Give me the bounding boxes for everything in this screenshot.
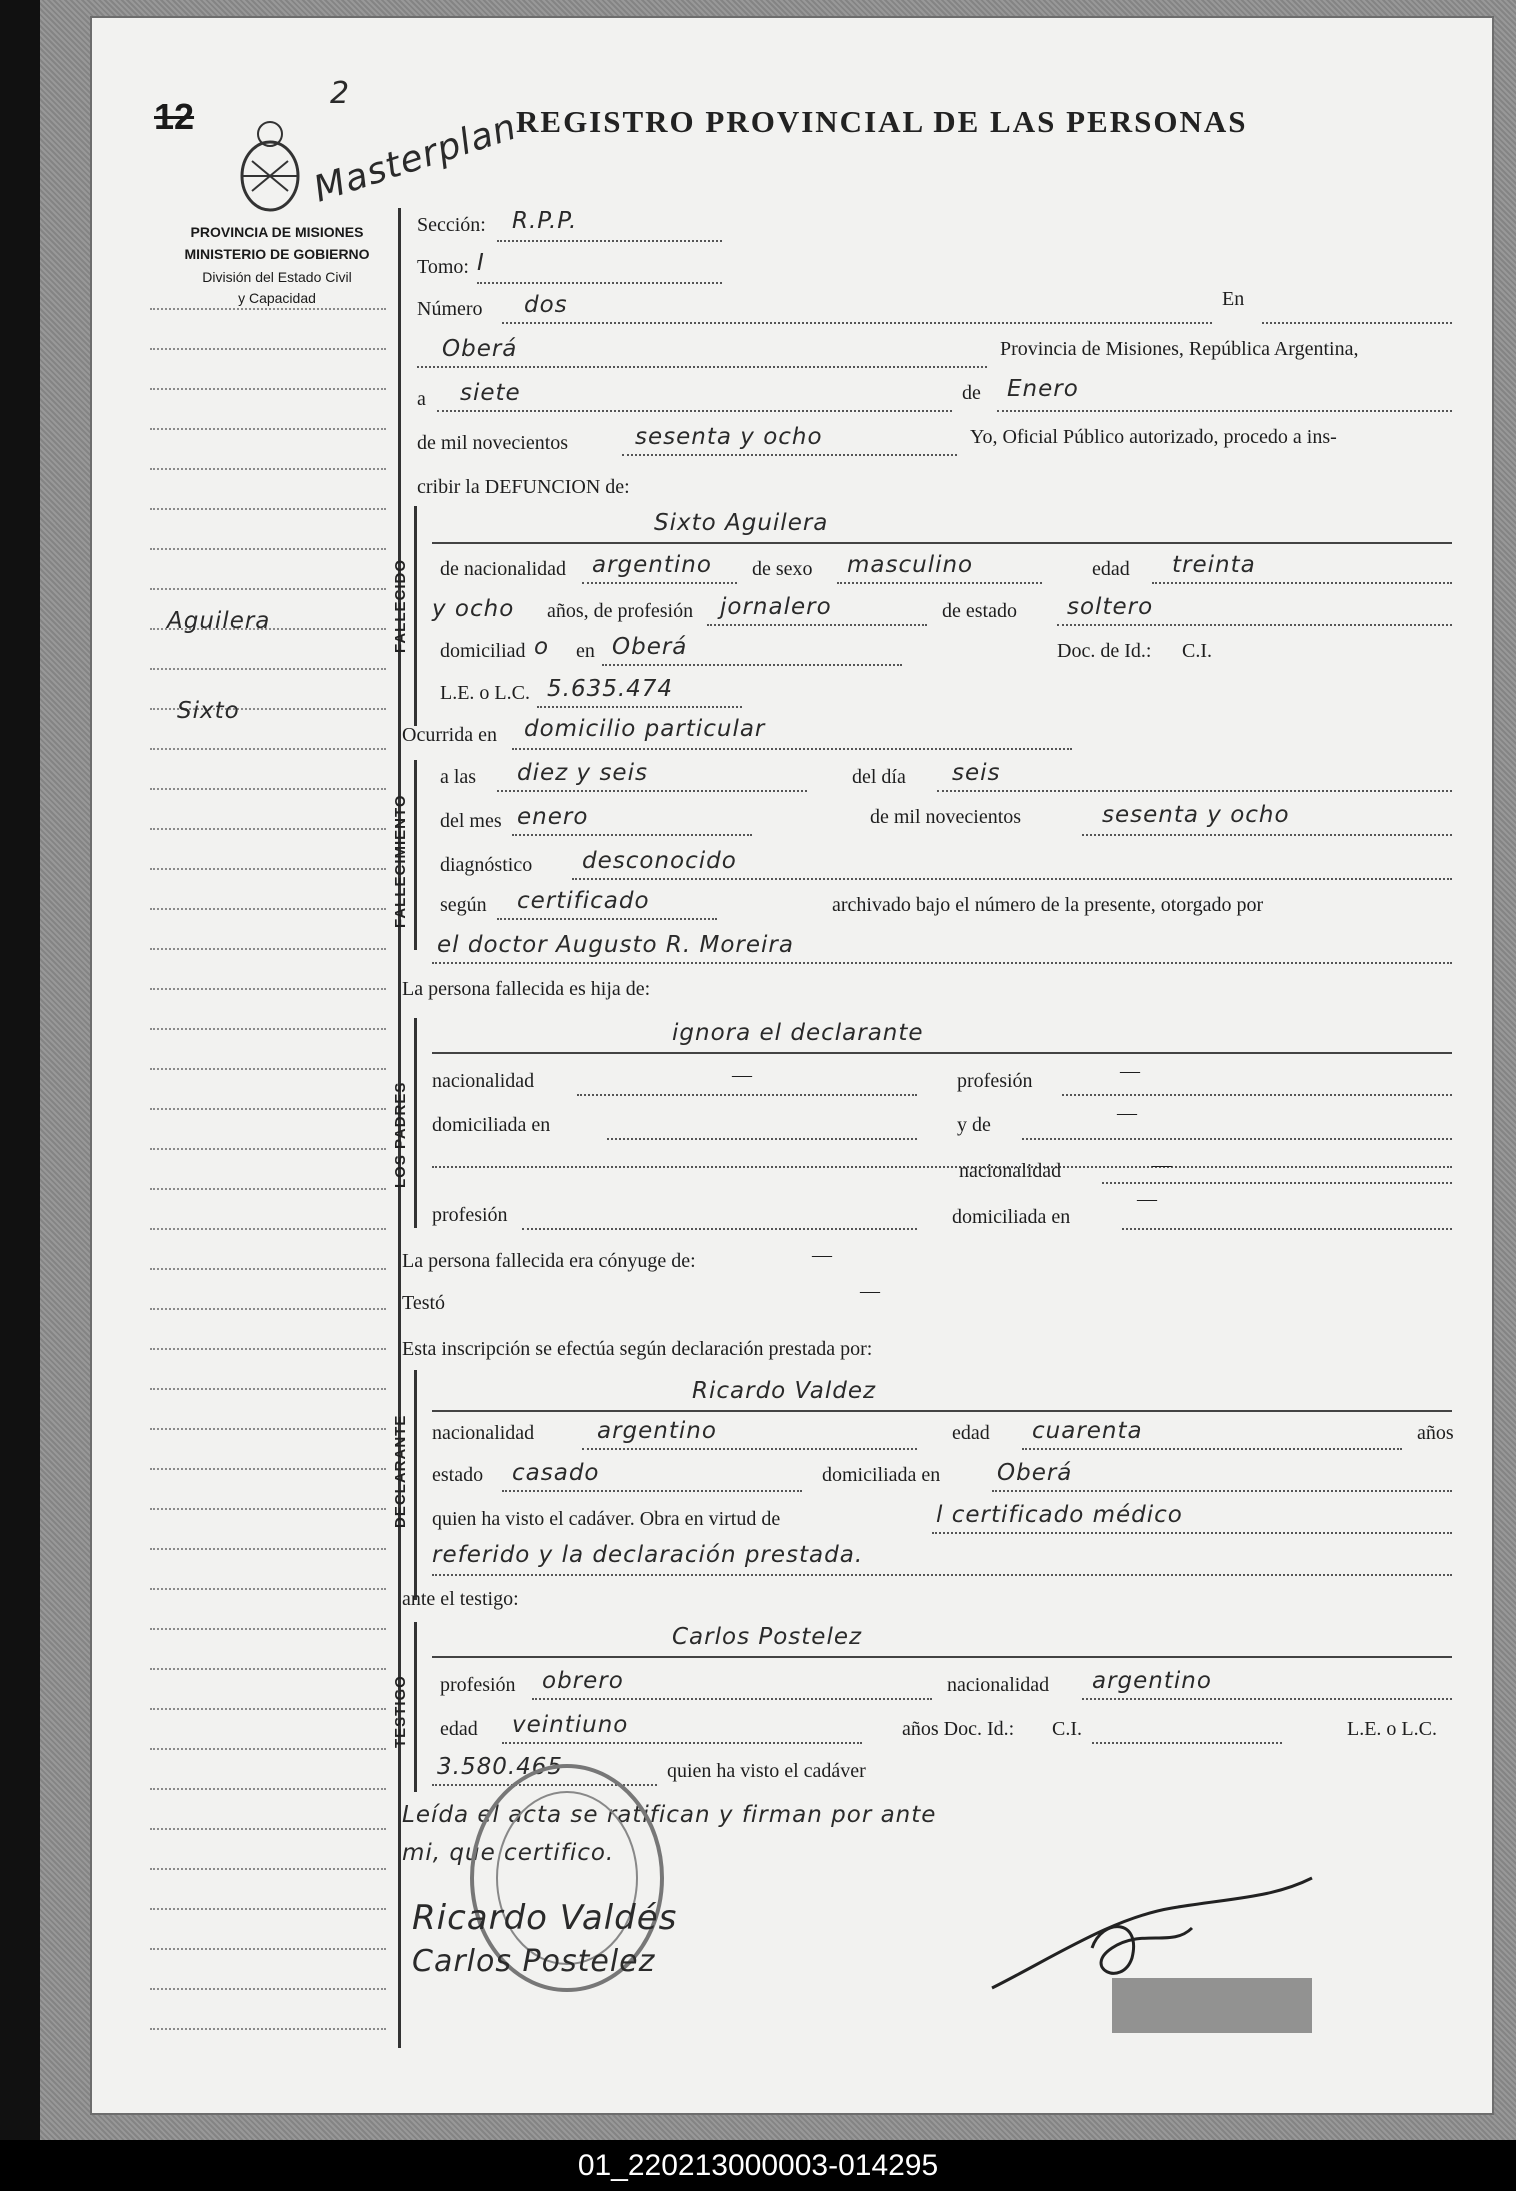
margin-line	[150, 1028, 386, 1030]
field-line	[577, 1094, 917, 1096]
name-line	[432, 1656, 1452, 1658]
field-line	[432, 1166, 1452, 1168]
label-test-profesion: profesión	[440, 1674, 516, 1696]
value-lugar: Oberá	[442, 336, 518, 362]
margin-line	[150, 468, 386, 470]
field-line	[572, 878, 1452, 880]
label-de: de	[962, 382, 981, 404]
label-en2: en	[576, 640, 595, 662]
margin-line	[150, 828, 386, 830]
margin-line	[150, 788, 386, 790]
value-mes-fall: enero	[517, 804, 589, 830]
field-line	[937, 790, 1452, 792]
value-testigo: Carlos Postelez	[672, 1624, 863, 1650]
field-line	[932, 1532, 1452, 1534]
field-line	[497, 240, 722, 242]
label-le-lc: L.E. o L.C.	[440, 682, 530, 704]
label-padres-nacionalidad: nacionalidad	[432, 1070, 535, 1092]
field-line	[477, 282, 722, 284]
name-line	[432, 1410, 1452, 1412]
header-capacity: y Capacidad	[238, 290, 316, 306]
label-test-ci: C.I.	[1052, 1718, 1082, 1740]
field-line	[607, 1138, 917, 1140]
field-line	[707, 624, 927, 626]
section-bar	[414, 506, 417, 726]
value-numero: dos	[524, 292, 568, 318]
margin-line	[150, 1428, 386, 1430]
field-line	[522, 1228, 917, 1230]
value-mes: Enero	[1007, 376, 1079, 402]
label-hija: La persona fallecida es hija de:	[402, 978, 651, 1000]
field-line	[582, 582, 737, 584]
margin-line	[150, 388, 386, 390]
value-nombre: Sixto Aguilera	[654, 510, 829, 536]
label-de-mil2: de mil novecientos	[870, 806, 1022, 828]
field-line	[432, 962, 1452, 964]
margin-line	[150, 508, 386, 510]
label-archivado: archivado bajo el número de la presente, otorgado por	[832, 894, 1264, 916]
margin-line	[150, 1748, 386, 1750]
header-ministry: MINISTERIO DE GOBIERNO	[184, 246, 370, 262]
value-hora: diez y seis	[517, 760, 648, 786]
label-y-de: y de	[957, 1114, 991, 1136]
label-quien-visto: quien ha visto el cadáver. Obra en virtud de	[432, 1508, 781, 1530]
label-de-mil: de mil novecientos	[417, 432, 569, 454]
value-anio: sesenta y ocho	[635, 424, 823, 450]
margin-line	[150, 1508, 386, 1510]
field-line	[1092, 1742, 1282, 1744]
margin-line	[150, 748, 386, 750]
label-decl-edad: edad	[952, 1422, 990, 1444]
label-decl-nacionalidad: nacionalidad	[432, 1422, 535, 1444]
margin-line	[150, 1868, 386, 1870]
margin-line	[150, 1948, 386, 1950]
field-line	[1022, 1138, 1452, 1140]
label-padres-domicilio-2: domiciliada en	[952, 1206, 1071, 1228]
margin-line	[150, 1788, 386, 1790]
field-line	[1152, 582, 1452, 584]
value-dia: siete	[460, 380, 521, 406]
dash: —	[812, 1244, 832, 1266]
value-decl-estado: casado	[512, 1460, 600, 1486]
margin-surname: Aguilera	[167, 608, 271, 634]
margin-line	[150, 1468, 386, 1470]
label-sexo: de sexo	[752, 558, 813, 580]
field-line	[437, 410, 952, 412]
section-bar	[414, 760, 417, 950]
field-line	[497, 790, 807, 792]
value-profesion: jornalero	[720, 594, 832, 620]
label-decl-anios: años	[1417, 1422, 1454, 1444]
value-domicilio-suffix: o	[534, 634, 550, 660]
section-bar	[414, 1622, 417, 1792]
label-en: En	[1222, 288, 1245, 310]
margin-line	[150, 1588, 386, 1590]
side-label-fallecido: FALLECIDO	[392, 559, 409, 653]
label-anios-profesion: años, de profesión	[547, 600, 694, 622]
side-label-fallecimiento: FALLECIMIENTO	[392, 794, 409, 928]
official-signature-icon	[972, 1838, 1332, 2043]
margin-line	[150, 588, 386, 590]
field-line	[837, 582, 1042, 584]
field-line	[497, 918, 717, 920]
label-ocurrida: Ocurrida en	[402, 724, 497, 746]
value-edad1: treinta	[1172, 552, 1256, 578]
value-nacionalidad: argentino	[592, 552, 712, 578]
label-del-mes: del mes	[440, 810, 502, 832]
page-title: REGISTRO PROVINCIAL DE LAS PERSONAS	[516, 104, 1248, 139]
value-edad2: y ocho	[432, 596, 515, 622]
dash: —	[732, 1064, 752, 1086]
field-line	[1122, 1228, 1452, 1230]
field-line	[432, 1574, 1452, 1576]
value-sexo: masculino	[847, 552, 974, 578]
label-decl-estado: estado	[432, 1464, 484, 1486]
margin-line	[150, 1908, 386, 1910]
value-diagnostico: desconocido	[582, 848, 737, 874]
margin-line	[150, 1348, 386, 1350]
value-decl-nacionalidad: argentino	[597, 1418, 717, 1444]
value-seccion: R.P.P.	[512, 208, 578, 234]
value-test-doc: 3.580.465	[437, 1754, 564, 1780]
margin-line	[150, 1228, 386, 1230]
value-obra2: referido y la declaración prestada.	[432, 1542, 864, 1568]
value-decl-edad: cuarenta	[1032, 1418, 1143, 1444]
field-line	[622, 454, 957, 456]
signature-declarante: Ricardo Valdés	[412, 1898, 678, 1938]
value-domicilio: Oberá	[612, 634, 688, 660]
margin-line	[150, 668, 386, 670]
margin-line	[150, 1668, 386, 1670]
field-line	[417, 366, 987, 368]
label-de-estado: de estado	[942, 600, 1017, 622]
value-anio-fall: sesenta y ocho	[1102, 802, 1290, 828]
label-ci: C.I.	[1182, 640, 1212, 662]
signature-stamp-top: Masterplan	[308, 106, 522, 211]
value-declarante: Ricardo Valdez	[692, 1378, 877, 1404]
image-id-footer: 01_220213000003-014295	[0, 2140, 1516, 2191]
field-line	[502, 1490, 802, 1492]
value-ocurrida: domicilio particular	[524, 716, 766, 742]
margin-line	[150, 1068, 386, 1070]
margin-line	[150, 1268, 386, 1270]
value-test-nacionalidad: argentino	[1092, 1668, 1212, 1694]
label-quien-visto2: quien ha visto el cadáver	[667, 1760, 866, 1782]
register-page	[92, 18, 1492, 2113]
field-line	[512, 834, 752, 836]
margin-line	[150, 1108, 386, 1110]
label-tomo: Tomo:	[417, 256, 469, 278]
field-line	[602, 664, 902, 666]
label-provincia: Provincia de Misiones, República Argentina,	[1000, 338, 1359, 360]
field-line	[1062, 1094, 1452, 1096]
field-line	[502, 1742, 862, 1744]
dash: —	[1120, 1060, 1140, 1082]
margin-line	[150, 548, 386, 550]
value-test-edad: veintiuno	[512, 1712, 629, 1738]
side-label-padres: LOS PADRES	[392, 1081, 409, 1188]
label-segun: según	[440, 894, 487, 916]
doc-number: 12	[154, 96, 195, 137]
signature-testigo: Carlos Postelez	[412, 1944, 656, 1979]
label-del-dia: del día	[852, 766, 906, 788]
label-edad: edad	[1092, 558, 1130, 580]
label-inscripcion: Esta inscripción se efectúa según declaración prestada por:	[402, 1338, 873, 1360]
margin-line	[150, 1548, 386, 1550]
field-line	[1262, 322, 1452, 324]
margin-line	[150, 1628, 386, 1630]
label-numero: Número	[417, 298, 483, 320]
name-line	[432, 542, 1452, 544]
label-testo: Testó	[402, 1292, 446, 1314]
margin-line	[150, 1388, 386, 1390]
field-line	[1082, 834, 1452, 836]
field-line	[1057, 624, 1452, 626]
side-label-testigo: TESTIGO	[392, 1675, 409, 1748]
field-line	[992, 1490, 1452, 1492]
value-estado: soltero	[1067, 594, 1154, 620]
margin-line	[150, 908, 386, 910]
margin-line	[150, 1148, 386, 1150]
label-padres-profesion: profesión	[957, 1070, 1033, 1092]
label-decl-domicilio: domiciliada en	[822, 1464, 941, 1486]
coat-of-arms-icon	[230, 116, 310, 221]
dash: —	[1152, 1154, 1172, 1176]
value-test-profesion: obrero	[542, 1668, 624, 1694]
label-de-nacionalidad: de nacionalidad	[440, 558, 567, 580]
header-province: PROVINCIA DE MISIONES	[190, 224, 364, 240]
margin-line	[150, 308, 386, 310]
label-test-nacionalidad: nacionalidad	[947, 1674, 1050, 1696]
label-test-edad: edad	[440, 1718, 478, 1740]
label-domiciliad: domiciliad	[440, 640, 526, 662]
label-padres-domicilio: domiciliada en	[432, 1114, 551, 1136]
section-bar	[414, 1018, 417, 1228]
field-line	[502, 322, 1212, 324]
dash: —	[1117, 1102, 1137, 1124]
margin-line	[150, 1308, 386, 1310]
field-line	[582, 1448, 917, 1450]
label-diagnostico: diagnóstico	[440, 854, 533, 876]
field-line	[1082, 1698, 1452, 1700]
field-line	[1102, 1182, 1452, 1184]
field-line	[1022, 1448, 1402, 1450]
label-doc-id: Doc. de Id.:	[1057, 640, 1152, 662]
dash: —	[1137, 1188, 1157, 1210]
margin-line	[150, 1188, 386, 1190]
margin-line	[150, 348, 386, 350]
field-line	[532, 1698, 932, 1700]
field-line	[537, 706, 742, 708]
margin-line	[150, 988, 386, 990]
label-conyuge: La persona fallecida era cónyuge de:	[402, 1250, 696, 1272]
closing-line-2: mi, que certifico.	[402, 1840, 615, 1866]
value-obra1: l certificado médico	[936, 1502, 1183, 1528]
page-number: 2	[330, 76, 351, 111]
margin-line	[150, 428, 386, 430]
value-lc: 5.635.474	[547, 676, 674, 702]
value-dia-fall: seis	[952, 760, 1001, 786]
label-a: a	[417, 388, 426, 410]
section-bar	[414, 1370, 417, 1600]
closing-line-1: Leída el acta se ratifican y firman por ante	[402, 1802, 937, 1828]
margin-line	[150, 1988, 386, 1990]
label-anios-doc: años Doc. Id.:	[902, 1718, 1015, 1740]
value-padres: ignora el declarante	[672, 1020, 924, 1046]
side-label-declarante: DECLARANTE	[392, 1414, 409, 1528]
header-division: División del Estado Civil	[202, 269, 352, 285]
value-tomo: I	[477, 250, 485, 276]
margin-line	[150, 948, 386, 950]
label-seccion: Sección:	[417, 214, 486, 236]
label-yo: Yo, Oficial Público autorizado, procedo a ins-	[970, 426, 1337, 448]
label-padres-profesion-2: profesión	[432, 1204, 508, 1226]
label-test-le-lc: L.E. o L.C.	[1347, 1718, 1437, 1740]
field-line	[997, 410, 1452, 412]
margin-line	[150, 868, 386, 870]
margin-line	[150, 2028, 386, 2030]
value-medico: el doctor Augusto R. Moreira	[437, 932, 794, 958]
label-a-las: a las	[440, 766, 477, 788]
margin-line	[150, 1708, 386, 1710]
name-line	[432, 1052, 1452, 1054]
field-line	[512, 748, 1072, 750]
margin-name: Sixto	[177, 698, 240, 724]
value-segun: certificado	[517, 888, 650, 914]
label-cribir: cribir la DEFUNCION de:	[417, 476, 630, 498]
dash: —	[860, 1280, 880, 1302]
value-decl-domicilio: Oberá	[997, 1460, 1073, 1486]
margin-line	[150, 1828, 386, 1830]
label-padres-nacionalidad-2: nacionalidad	[959, 1160, 1062, 1182]
label-ante-testigo: ante el testigo:	[402, 1588, 519, 1610]
